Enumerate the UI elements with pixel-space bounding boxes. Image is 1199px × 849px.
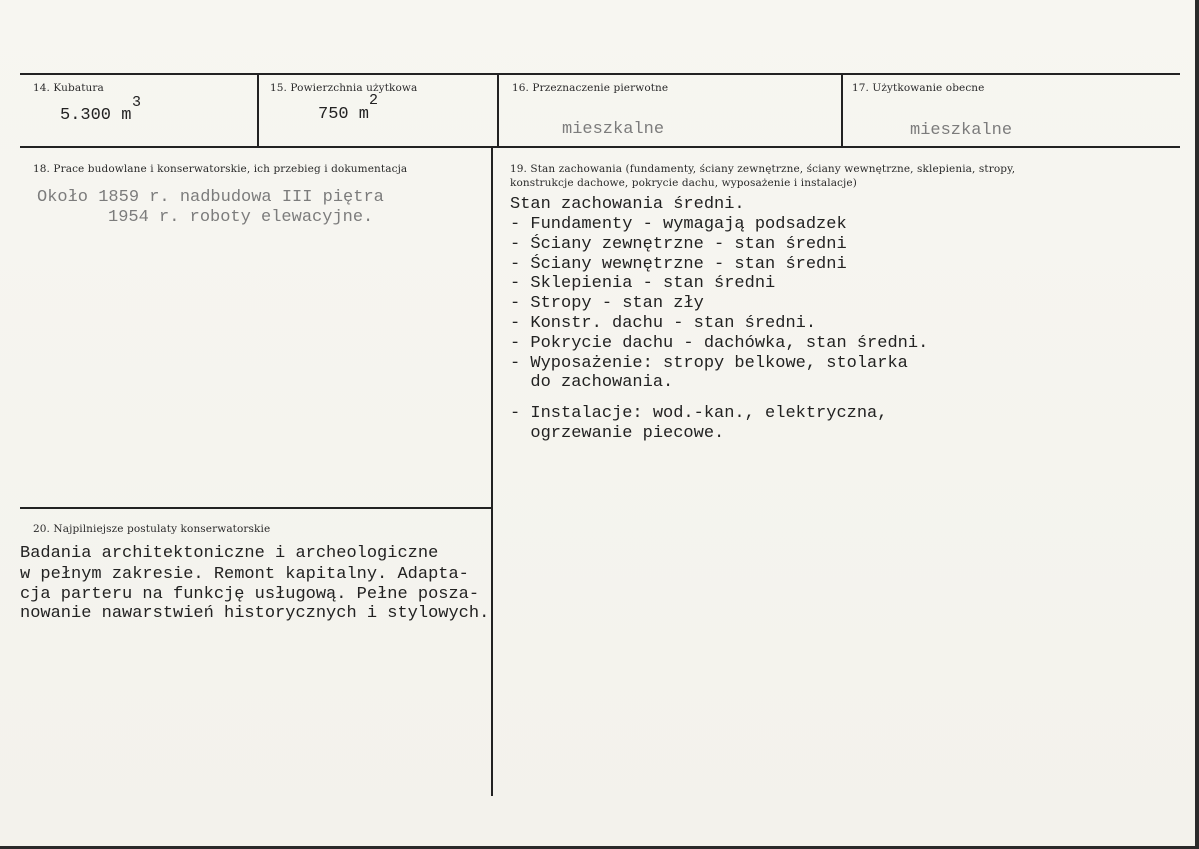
field-19-line-3: - Ściany zewnętrzne - stan średni: [510, 235, 847, 254]
field-19-line-5: - Sklepienia - stan średni: [510, 274, 776, 293]
field-19-line-10: do zachowania.: [510, 373, 674, 392]
field-19-line-9: - Wyposażenie: stropy belkowe, stolarka: [510, 354, 908, 373]
field-20-line-3: cja parteru na funkcję usługową. Pełne posza-: [20, 585, 480, 604]
field-16-label: 16. Przeznaczenie pierwotne: [512, 82, 669, 94]
field-15-label: 15. Powierzchnia użytkowa: [270, 82, 418, 94]
field-19-line-7: - Konstr. dachu - stan średni.: [510, 314, 817, 333]
field-17-value: mieszkalne: [910, 121, 1013, 140]
field-18-line-1: Około 1859 r. nadbudowa III piętra: [37, 188, 384, 207]
field-16-value: mieszkalne: [562, 120, 665, 139]
field-19-label-line-2: konstrukcje dachowe, pokrycie dachu, wyposażenie i instalacje): [510, 177, 857, 189]
top-rule: [20, 73, 1180, 75]
field20-top-rule: [20, 507, 492, 509]
field-19-label-line-1: 19. Stan zachowania (fundamenty, ściany zewnętrzne, ściany wewnętrzne, sklepienia, stropy,: [510, 163, 1016, 175]
divider-14-15: [257, 73, 259, 148]
center-divider: [491, 146, 493, 796]
row1-rule: [20, 146, 1180, 148]
field-18-line-2: 1954 r. roboty elewacyjne.: [57, 208, 374, 227]
divider-15-16: [497, 73, 499, 148]
field-19-line-2: - Fundamenty - wymagają podsadzek: [510, 215, 847, 234]
divider-16-17: [841, 73, 843, 148]
field-19-line-8: - Pokrycie dachu - dachówka, stan średni.: [510, 334, 929, 353]
card-right-edge: [1195, 0, 1199, 849]
field-15-value: 750 m: [318, 105, 370, 124]
field-19-line-6: - Stropy - stan zły: [510, 294, 704, 313]
field-19-line-4: - Ściany wewnętrzne - stan średni: [510, 255, 847, 274]
field-20-label: 20. Najpilniejsze postulaty konserwatorskie: [33, 523, 271, 535]
field-19-line-11: - Instalacje: wod.-kan., elektryczna,: [510, 404, 888, 423]
field-20-line-2: w pełnym zakresie. Remont kapitalny. Adapta-: [20, 565, 469, 584]
field-15-unit-exponent: 2: [369, 92, 379, 109]
field-19-line-1: Stan zachowania średni.: [510, 195, 745, 214]
field-14-unit-exponent: 3: [132, 94, 142, 111]
field-18-label: 18. Prace budowlane i konserwatorskie, ich przebieg i dokumentacja: [33, 163, 408, 175]
field-20-line-1: Badania architektoniczne i archeologiczne: [20, 544, 439, 563]
field-19-line-12: ogrzewanie piecowe.: [510, 424, 725, 443]
field-17-label: 17. Użytkowanie obecne: [852, 82, 985, 94]
field-14-label: 14. Kubatura: [33, 82, 104, 94]
field-20-line-4: nowanie nawarstwień historycznych i stylowych.: [20, 604, 490, 623]
field-14-value: 5.300 m: [60, 106, 132, 125]
